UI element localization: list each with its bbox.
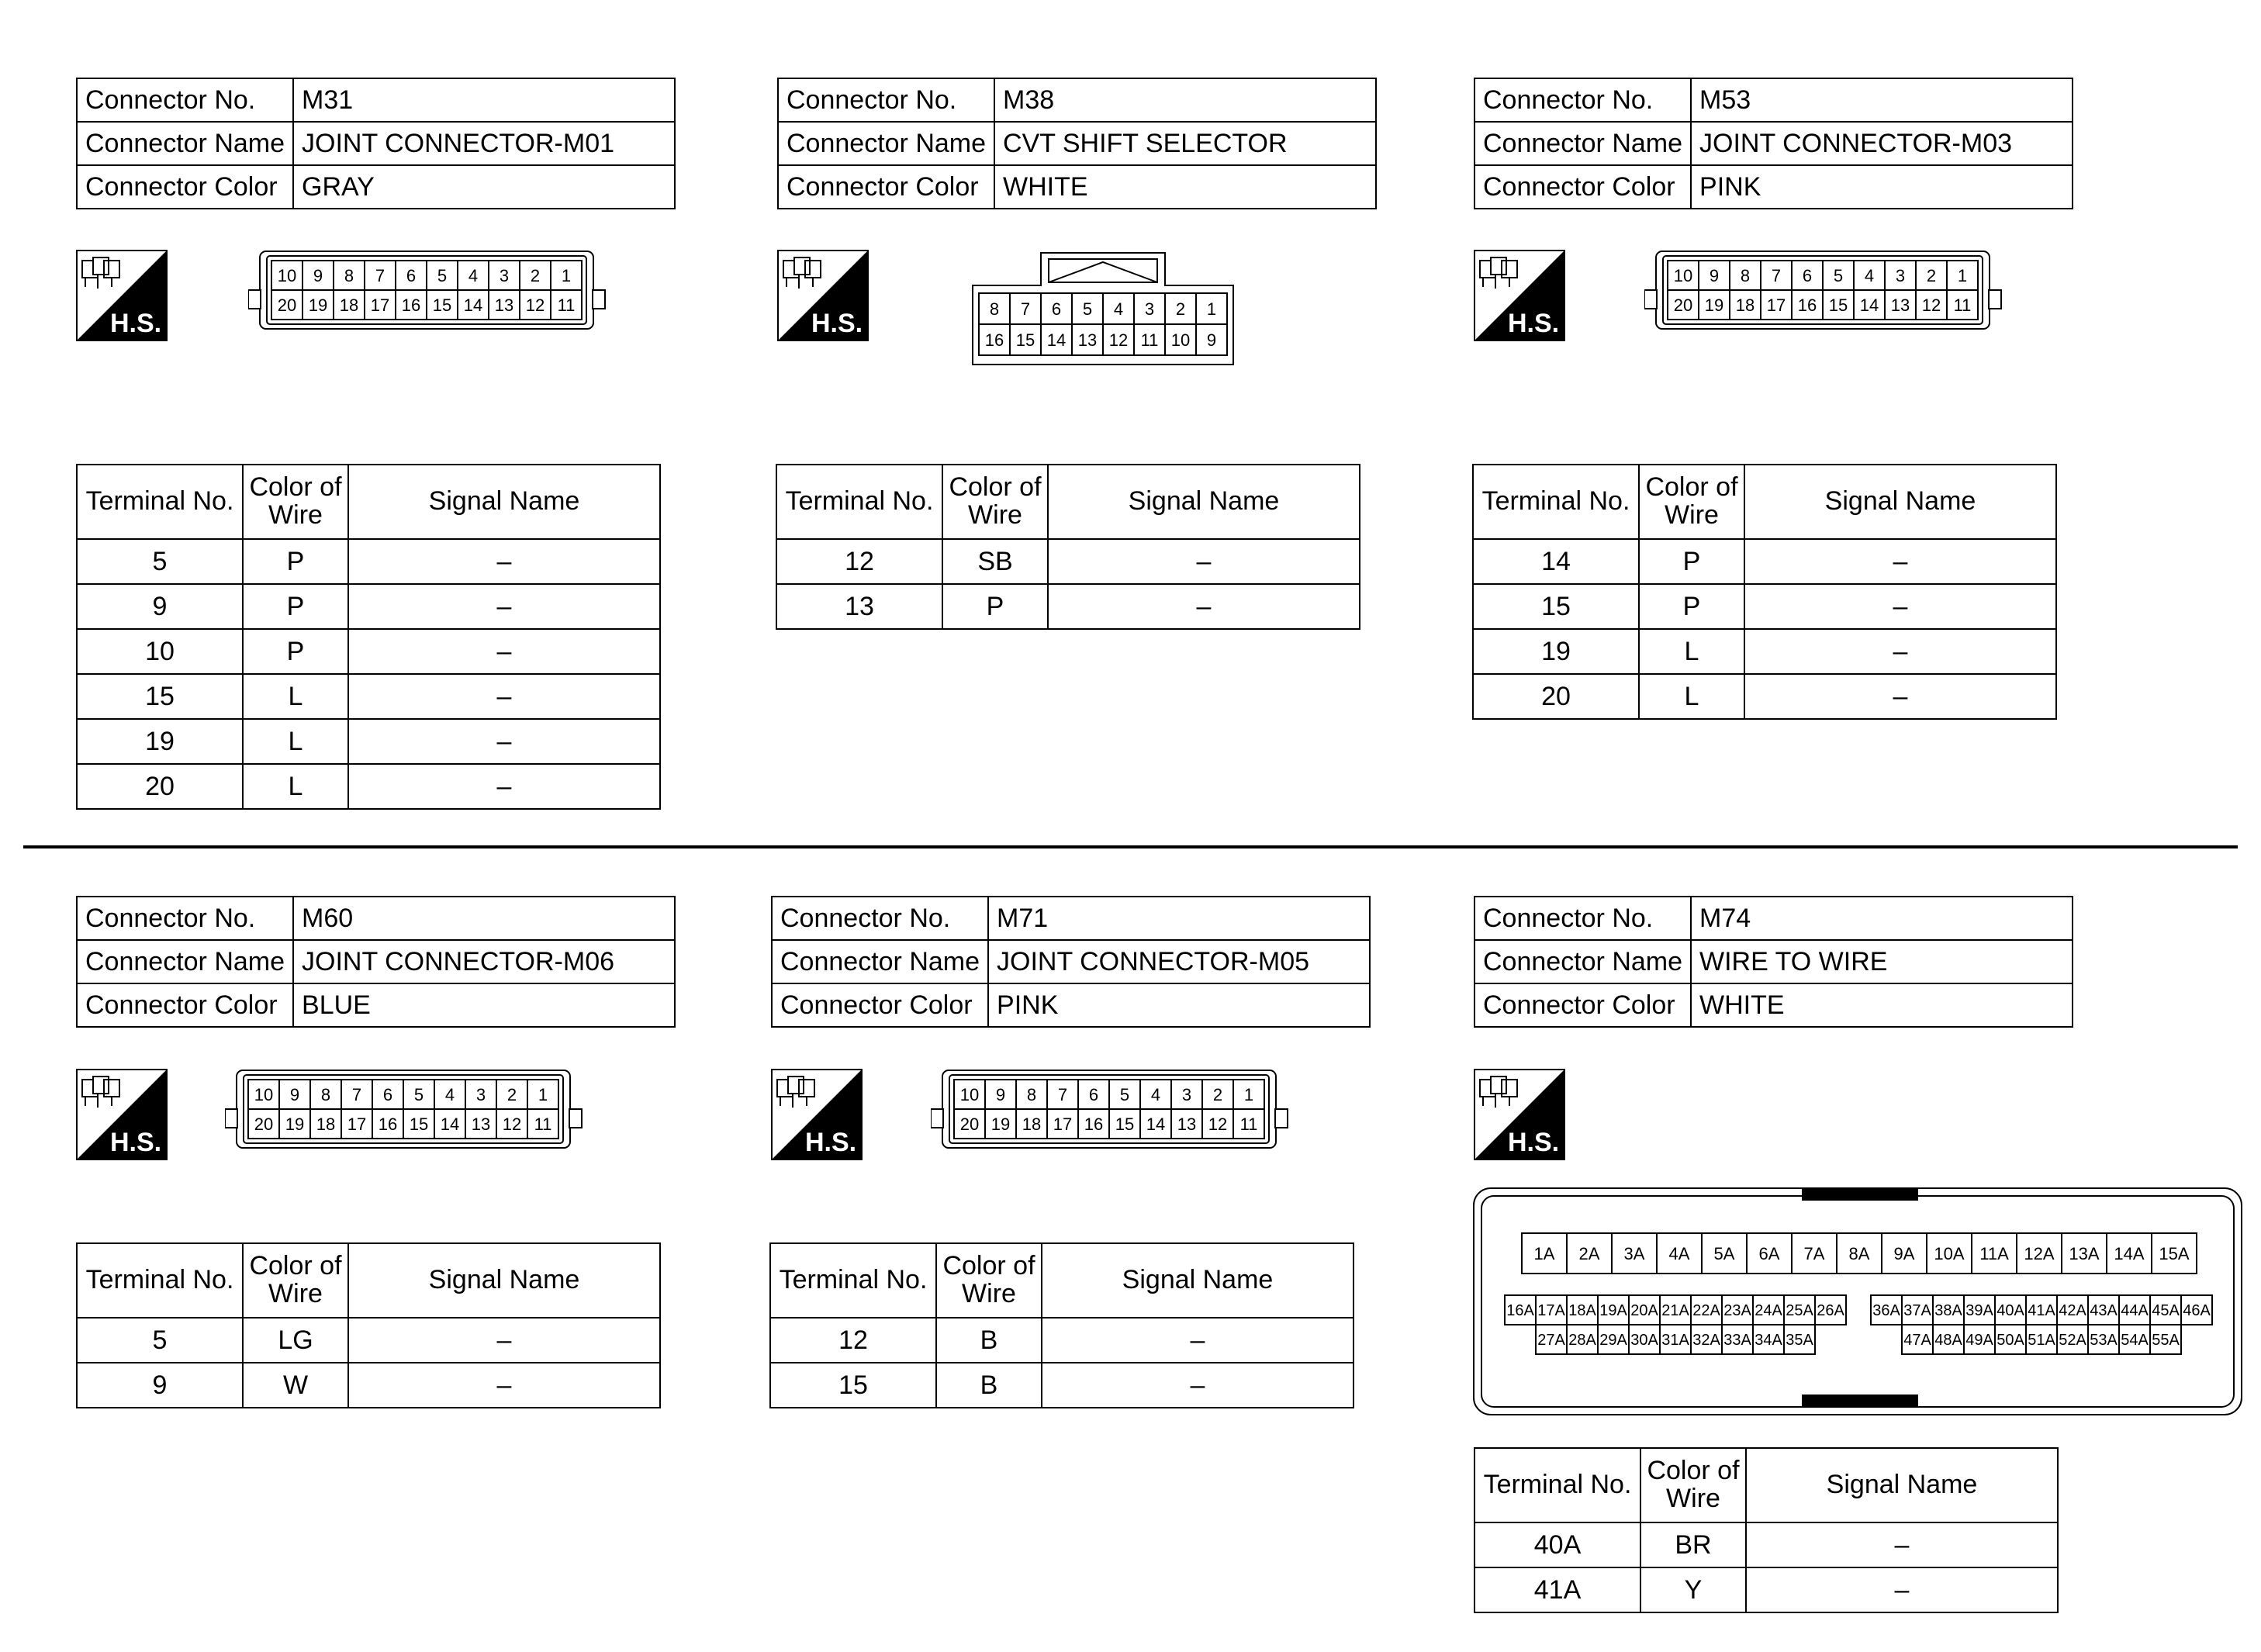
pin-label: 9: [313, 265, 323, 285]
pin-label: 15: [409, 1114, 429, 1134]
wire-color-header: Color of Wire: [936, 1243, 1042, 1318]
pin-label: 4: [1864, 265, 1875, 285]
pin-label: 1: [1206, 299, 1217, 319]
pin-label: 7: [1020, 299, 1031, 319]
terminal-no-header: Terminal No.: [77, 1243, 243, 1318]
connector-face-m74: [1472, 1187, 2244, 1419]
pin-label: 1: [1957, 265, 1968, 285]
table-row: 15 P –: [1473, 584, 2056, 629]
connector-no-value: M31: [293, 78, 675, 122]
connector-color-label: Connector Color: [772, 983, 988, 1027]
pin-label: 9: [1709, 265, 1720, 285]
connector-no-label: Connector No.: [772, 897, 988, 940]
table-row: 19 L –: [1473, 629, 2056, 674]
pin-label: 49A: [1965, 1332, 1993, 1350]
signal-name-header: Signal Name: [348, 1243, 660, 1318]
connector-name-label: Connector Name: [77, 122, 293, 165]
terminal-table-m71: [769, 1242, 1354, 1408]
table-row: 20 L –: [1473, 674, 2056, 719]
pin-label: 12A: [2024, 1243, 2055, 1263]
pin-label: 12: [502, 1114, 522, 1134]
connector-key: [1802, 1395, 1918, 1407]
harness-side-icon: [76, 250, 168, 341]
connector-no-value: M38: [994, 78, 1376, 122]
pin-label: 10: [1673, 265, 1693, 285]
connector-info-m31: [76, 78, 676, 209]
pin-label: 11: [557, 295, 576, 315]
connector-name-value: JOINT CONNECTOR-M06: [293, 940, 675, 983]
hs-label: H.S.: [1508, 309, 1560, 338]
terminal-table-m74: [1474, 1447, 2059, 1613]
pin-label: 3: [1181, 1084, 1192, 1104]
terminal-no-header: Terminal No.: [77, 465, 243, 539]
connector-name-value: WIRE TO WIRE: [1691, 940, 2073, 983]
pin-label: 7A: [1803, 1243, 1825, 1263]
pin-label: 3A: [1623, 1243, 1645, 1263]
pin-label: 4: [444, 1084, 455, 1104]
pin-label: 2: [506, 1084, 517, 1104]
terminal-table-m31: [76, 464, 661, 810]
connector-color-value: PINK: [988, 983, 1370, 1027]
pin-label: 20: [254, 1114, 274, 1134]
pin-label: 14: [440, 1114, 460, 1134]
pin-label: 28A: [1568, 1332, 1596, 1350]
pin-label: 13: [494, 295, 514, 315]
pin-label: 7: [351, 1084, 362, 1104]
connector-no-value: M60: [293, 897, 675, 940]
connector-latch: [931, 1109, 943, 1128]
table-row: 5 P –: [77, 539, 660, 584]
pin-label: 10: [277, 265, 297, 285]
pin-label: 17: [347, 1114, 367, 1134]
pin-label: 41A: [2028, 1302, 2055, 1320]
pin-label: 38A: [1934, 1302, 1962, 1320]
connector-name-label: Connector Name: [77, 940, 293, 983]
pin-label: 3: [1144, 299, 1155, 319]
pin-label: 36A: [1872, 1302, 1900, 1320]
pin-label: 20: [959, 1114, 980, 1134]
table-row: 20 L –: [77, 764, 660, 809]
wire-color-header: Color of Wire: [942, 465, 1048, 539]
pin-label: 9A: [1893, 1243, 1915, 1263]
pin-label: 10: [254, 1084, 274, 1104]
connector-face-m31: [248, 250, 613, 335]
pin-label: 3: [475, 1084, 486, 1104]
connector-info-m71: [771, 896, 1371, 1028]
table-row: 41A Y –: [1474, 1567, 2058, 1612]
pin-label: 6: [382, 1084, 393, 1104]
pin-label: 13: [1890, 295, 1910, 315]
pin-label: 44A: [2121, 1302, 2149, 1320]
pin-label: 13A: [2069, 1243, 2100, 1263]
connector-latch: [248, 290, 261, 309]
pin-label: 19A: [1599, 1302, 1627, 1320]
terminal-no-header: Terminal No.: [776, 465, 942, 539]
pin-label: 9: [995, 1084, 1006, 1104]
pin-label: 6A: [1758, 1243, 1780, 1263]
pin-label: 19: [990, 1114, 1011, 1134]
pin-label: 15: [1828, 295, 1848, 315]
section-divider: [23, 845, 2238, 848]
pin-label: 55A: [2152, 1332, 2180, 1350]
hs-label: H.S.: [811, 309, 863, 338]
pin-label: 40A: [1997, 1302, 2024, 1320]
pin-label: 12: [1108, 330, 1129, 350]
harness-side-icon: [1474, 250, 1565, 341]
table-row: 13 P –: [776, 584, 1360, 629]
connector-name-label: Connector Name: [772, 940, 988, 983]
pin-label: 47A: [1903, 1332, 1931, 1350]
pin-label: 4: [468, 265, 479, 285]
pin-label: 15: [1015, 330, 1035, 350]
pin-label: 14: [1859, 295, 1879, 315]
table-row: 12 B –: [770, 1318, 1353, 1363]
connector-no-value: M71: [988, 897, 1370, 940]
pin-label: 5: [437, 265, 448, 285]
pin-label: 15: [1115, 1114, 1135, 1134]
harness-side-icon: [777, 250, 869, 341]
connector-name-label: Connector Name: [1474, 122, 1691, 165]
pin-label: 7: [375, 265, 385, 285]
terminal-table-m53: [1472, 464, 2057, 720]
signal-name-header: Signal Name: [1042, 1243, 1353, 1318]
pin-label: 1: [1243, 1084, 1254, 1104]
pin-label: 16A: [1506, 1302, 1534, 1320]
pin-label: 21A: [1661, 1302, 1689, 1320]
pin-label: 18: [1735, 295, 1755, 315]
table-row: 19 L –: [77, 719, 660, 764]
harness-side-icon: [76, 1069, 168, 1160]
pin-label: 11: [1239, 1114, 1258, 1134]
pin-label: 20: [1673, 295, 1693, 315]
pin-label: 37A: [1903, 1302, 1931, 1320]
pin-label: 8: [989, 299, 1000, 319]
pin-label: 33A: [1723, 1332, 1751, 1350]
pin-label: 8: [344, 265, 354, 285]
signal-name-header: Signal Name: [1048, 465, 1360, 539]
terminal-table-m60: [76, 1242, 661, 1408]
connector-name-value: CVT SHIFT SELECTOR: [994, 122, 1376, 165]
connector-latch: [569, 1109, 582, 1128]
pin-label: 46A: [2183, 1302, 2211, 1320]
wire-color-header: Color of Wire: [243, 465, 348, 539]
table-row: 15 L –: [77, 674, 660, 719]
wire-color-header: Color of Wire: [243, 1243, 348, 1318]
table-row: 10 P –: [77, 629, 660, 674]
connector-key: [1802, 1188, 1918, 1201]
pin-label: 25A: [1786, 1302, 1813, 1320]
pin-label: 19: [1704, 295, 1724, 315]
pin-label: 6: [1051, 299, 1062, 319]
table-row: 15 B –: [770, 1363, 1353, 1408]
pin-label: 14: [1046, 330, 1067, 350]
pin-label: 1A: [1533, 1243, 1555, 1263]
hs-label: H.S.: [110, 1128, 162, 1157]
pin-label: 42A: [2059, 1302, 2086, 1320]
harness-side-icon: [771, 1069, 863, 1160]
pin-label: 53A: [2090, 1332, 2118, 1350]
pin-label: 5: [1833, 265, 1844, 285]
pin-label: 1: [561, 265, 572, 285]
pin-label: 11: [1953, 295, 1972, 315]
pin-label: 1: [538, 1084, 548, 1104]
pin-label: 8: [1026, 1084, 1037, 1104]
pin-label: 10: [959, 1084, 980, 1104]
table-row: 12 SB –: [776, 539, 1360, 584]
connector-color-value: WHITE: [1691, 983, 2073, 1027]
pin-label: 11: [1140, 330, 1159, 350]
pin-label: 24A: [1755, 1302, 1782, 1320]
hs-label: H.S.: [110, 309, 162, 338]
pin-label: 15A: [2159, 1243, 2190, 1263]
pin-label: 8: [320, 1084, 331, 1104]
pin-label: 20: [277, 295, 297, 315]
connector-info-m60: [76, 896, 676, 1028]
connector-no-label: Connector No.: [77, 897, 293, 940]
pin-label: 4A: [1668, 1243, 1690, 1263]
pin-label: 12: [1208, 1114, 1228, 1134]
pin-label: 51A: [2028, 1332, 2055, 1350]
connector-name-value: JOINT CONNECTOR-M05: [988, 940, 1370, 983]
pin-label: 13: [471, 1114, 491, 1134]
pin-label: 2: [1175, 299, 1186, 319]
connector-face-m53: [1644, 250, 2009, 335]
pin-label: 14: [463, 295, 483, 315]
connector-latch: [225, 1109, 237, 1128]
table-row: 14 P –: [1473, 539, 2056, 584]
pin-label: 27A: [1537, 1332, 1565, 1350]
connector-face-m38: [970, 250, 1241, 366]
pin-label: 14A: [2114, 1243, 2145, 1263]
pin-label: 10A: [1934, 1243, 1965, 1263]
connector-color-label: Connector Color: [77, 983, 293, 1027]
pin-label: 17: [1766, 295, 1786, 315]
connector-name-label: Connector Name: [1474, 940, 1691, 983]
connector-color-label: Connector Color: [778, 165, 994, 209]
pin-label: 18A: [1568, 1302, 1596, 1320]
pin-label: 29A: [1599, 1332, 1627, 1350]
connector-no-label: Connector No.: [77, 78, 293, 122]
pin-label: 18: [339, 295, 359, 315]
pin-label: 6: [406, 265, 417, 285]
pin-label: 16: [984, 330, 1004, 350]
pin-label: 32A: [1692, 1332, 1720, 1350]
pin-label: 9: [1206, 330, 1217, 350]
terminal-table-m38: [776, 464, 1360, 630]
pin-label: 2A: [1578, 1243, 1600, 1263]
connector-no-value: M53: [1691, 78, 2073, 122]
pin-label: 16: [1084, 1114, 1104, 1134]
pin-label: 5: [1082, 299, 1093, 319]
pin-label: 17: [1053, 1114, 1073, 1134]
pin-label: 2: [1212, 1084, 1223, 1104]
pin-label: 10: [1170, 330, 1191, 350]
connector-info-table: [76, 78, 676, 209]
table-row: 5 LG –: [77, 1318, 660, 1363]
pin-label: 16: [378, 1114, 398, 1134]
pin-label: 17: [370, 295, 390, 315]
pin-label: 26A: [1817, 1302, 1844, 1320]
pin-label: 35A: [1786, 1332, 1813, 1350]
pin-label: 30A: [1630, 1332, 1658, 1350]
pin-label: 45A: [2152, 1302, 2180, 1320]
table-row: 9 P –: [77, 584, 660, 629]
pin-label: 2: [530, 265, 541, 285]
pin-label: 16: [401, 295, 421, 315]
connector-no-value: M74: [1691, 897, 2073, 940]
pin-label: 34A: [1755, 1332, 1782, 1350]
connector-color-value: WHITE: [994, 165, 1376, 209]
wire-color-header: Color of Wire: [1639, 465, 1744, 539]
connector-latch: [1989, 290, 2001, 309]
connector-color-value: PINK: [1691, 165, 2073, 209]
connector-name-label: Connector Name: [778, 122, 994, 165]
pin-label: 13: [1177, 1114, 1197, 1134]
pin-label: 20A: [1630, 1302, 1658, 1320]
pin-label: 7: [1057, 1084, 1068, 1104]
pin-label: 39A: [1965, 1302, 1993, 1320]
pin-label: 15: [432, 295, 452, 315]
connector-no-label: Connector No.: [1474, 897, 1691, 940]
table-row: 9 W –: [77, 1363, 660, 1408]
connector-face-m60: [225, 1069, 589, 1154]
signal-name-header: Signal Name: [1746, 1448, 2058, 1522]
connector-color-label: Connector Color: [1474, 165, 1691, 209]
pin-label: 8: [1740, 265, 1751, 285]
pin-label: 8A: [1848, 1243, 1870, 1263]
connector-latch: [593, 290, 605, 309]
pin-label: 14: [1146, 1114, 1166, 1134]
connector-name-value: JOINT CONNECTOR-M03: [1691, 122, 2073, 165]
pin-label: 7: [1771, 265, 1782, 285]
pin-label: 9: [289, 1084, 300, 1104]
pin-label: 18: [316, 1114, 336, 1134]
wire-color-header: Color of Wire: [1640, 1448, 1746, 1522]
pin-label: 22A: [1692, 1302, 1720, 1320]
pin-label: 11A: [1979, 1243, 2009, 1263]
pin-label: 13: [1077, 330, 1098, 350]
connector-name-value: JOINT CONNECTOR-M01: [293, 122, 675, 165]
pin-label: 17A: [1537, 1302, 1565, 1320]
pin-label: 12: [1921, 295, 1941, 315]
hs-label: H.S.: [1508, 1128, 1560, 1157]
connector-color-value: GRAY: [293, 165, 675, 209]
terminal-no-header: Terminal No.: [1474, 1448, 1640, 1522]
pin-label: 52A: [2059, 1332, 2086, 1350]
pin-label: 3: [1895, 265, 1906, 285]
pin-label: 16: [1797, 295, 1817, 315]
connector-info-m38: [777, 78, 1377, 209]
signal-name-header: Signal Name: [1744, 465, 2056, 539]
terminal-no-header: Terminal No.: [770, 1243, 936, 1318]
connector-color-label: Connector Color: [77, 165, 293, 209]
pin-label: 5: [413, 1084, 424, 1104]
connector-color-value: BLUE: [293, 983, 675, 1027]
connector-info-m53: [1474, 78, 2073, 209]
pin-label: 31A: [1661, 1332, 1689, 1350]
pin-label: 2: [1926, 265, 1937, 285]
pin-label: 12: [525, 295, 545, 315]
table-row: 40A BR –: [1474, 1522, 2058, 1567]
connector-info-m74: [1474, 896, 2073, 1028]
pin-label: 23A: [1723, 1302, 1751, 1320]
pin-label: 4: [1113, 299, 1124, 319]
pin-label: 4: [1150, 1084, 1161, 1104]
pin-label: 19: [308, 295, 328, 315]
connector-no-label: Connector No.: [1474, 78, 1691, 122]
pin-label: 3: [499, 265, 510, 285]
pin-label: 11: [534, 1114, 552, 1134]
hs-label: H.S.: [805, 1128, 857, 1157]
connector-latch: [1644, 290, 1657, 309]
terminal-no-header: Terminal No.: [1473, 465, 1639, 539]
pin-label: 18: [1022, 1114, 1042, 1134]
connector-color-label: Connector Color: [1474, 983, 1691, 1027]
pin-label: 54A: [2121, 1332, 2149, 1350]
pin-label: 19: [285, 1114, 305, 1134]
pin-label: 6: [1088, 1084, 1099, 1104]
pin-label: 50A: [1997, 1332, 2024, 1350]
connector-no-label: Connector No.: [778, 78, 994, 122]
pin-label: 5: [1119, 1084, 1130, 1104]
pin-label: 43A: [2090, 1302, 2118, 1320]
connector-latch: [1275, 1109, 1288, 1128]
pin-label: 6: [1802, 265, 1813, 285]
pin-label: 5A: [1713, 1243, 1735, 1263]
signal-name-header: Signal Name: [348, 465, 660, 539]
pin-label: 48A: [1934, 1332, 1962, 1350]
harness-side-icon: [1474, 1069, 1565, 1160]
connector-face-m71: [931, 1069, 1295, 1154]
